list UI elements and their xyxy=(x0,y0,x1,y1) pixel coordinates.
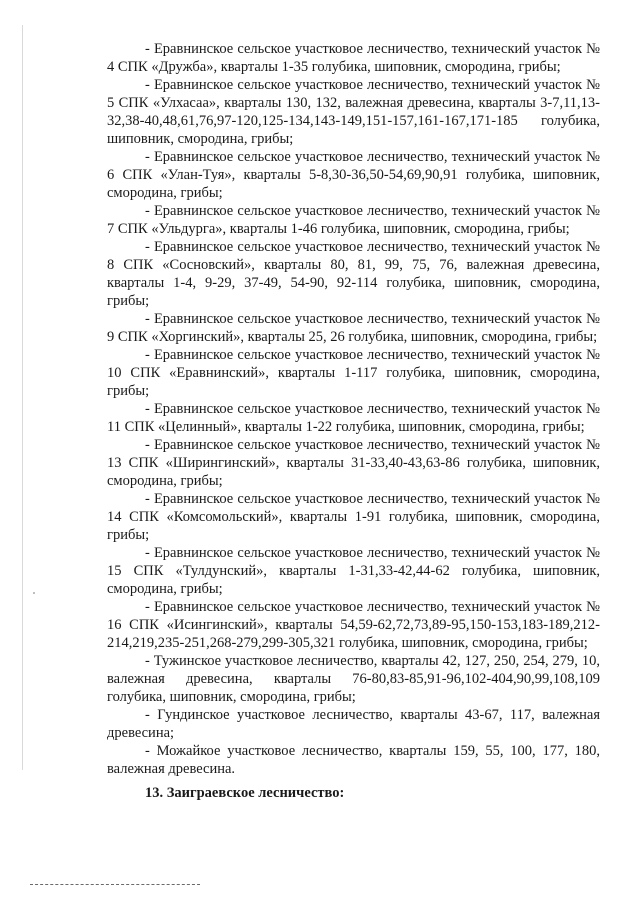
forestry-entry-10: - Еравнинское сельское участковое лесничество, технический участок № 10 СПК «Еравнинский», кварталы 1-117 голубика, шиповник, смородина, грибы; xyxy=(107,347,600,399)
forestry-entry-16: - Еравнинское сельское участковое лесничество, технический участок № 16 СПК «Исингинский», кварталы 54,59-62,72,73,89-95,150-153,183-189,212-214,219,235-251,268-279,299-305,321 голубика, шиповник, смородина, грибы; xyxy=(107,599,600,651)
footnote-separator xyxy=(30,884,200,886)
forestry-entry-5: - Еравнинское сельское участковое лесничество, технический участок № 5 СПК «Улхасаа», кварталы 130, 132, валежная древесина, кварталы 3-7,11,13-32,38-40,48,61,76,97-120,125-134,143-149,151-157,161-167,171-185 голубика, шиповник, смородина, грибы; xyxy=(107,77,600,147)
scan-margin-line xyxy=(22,25,23,770)
forestry-entry-11: - Еравнинское сельское участковое лесничество, технический участок № 11 СПК «Целинный», кварталы 1-22 голубика, шиповник, смородина, грибы; xyxy=(107,401,600,435)
forestry-entry-tuzhinskoe: - Тужинское участковое лесничество, кварталы 42, 127, 250, 254, 279, 10, валежная древесина, кварталы 76-80,83-85,91-96,102-404,90,99,108,109 голубика, шиповник, смородина, грибы; xyxy=(107,653,600,705)
forestry-entry-4: - Еравнинское сельское участковое лесничество, технический участок № 4 СПК «Дружба», кварталы 1-35 голубика, шиповник, смородина, грибы; xyxy=(107,41,600,75)
forestry-entry-9: - Еравнинское сельское участковое лесничество, технический участок № 9 СПК «Хоргинский», кварталы 25, 26 голубика, шиповник, смородина, грибы; xyxy=(107,311,600,345)
forestry-entry-mozhaykoe: - Можайкое участковое лесничество, кварталы 159, 55, 100, 177, 180, валежная древесина. xyxy=(107,743,600,777)
document-body xyxy=(107,40,600,802)
forestry-entry-15: - Еравнинское сельское участковое лесничество, технический участок № 15 СПК «Тулдунский», кварталы 1-31,33-42,44-62 голубика, шиповник, смородина, грибы; xyxy=(107,545,600,597)
scan-artifact xyxy=(33,592,35,594)
forestry-entry-13: - Еравнинское сельское участковое лесничество, технический участок № 13 СПК «Ширингинский», кварталы 31-33,40-43,63-86 голубика, шиповник, смородина, грибы; xyxy=(107,437,600,489)
forestry-entry-8: - Еравнинское сельское участковое лесничество, технический участок № 8 СПК «Сосновский», кварталы 80, 81, 99, 75, 76, валежная древесина, кварталы 1-4, 9-29, 37-49, 54-90, 92-114 голубика, шиповник, смородина, грибы; xyxy=(107,239,600,309)
forestry-entry-gundinskoe: - Гундинское участковое лесничество, кварталы 43-67, 117, валежная древесина; xyxy=(107,707,600,741)
forestry-entry-6: - Еравнинское сельское участковое лесничество, технический участок № 6 СПК «Улан-Туя», кварталы 5-8,30-36,50-54,69,90,91 голубика, шиповник, смородина, грибы; xyxy=(107,149,600,201)
section-heading: 13. Заиграевское лесничество: xyxy=(145,785,345,801)
forestry-entry-14: - Еравнинское сельское участковое лесничество, технический участок № 14 СПК «Комсомольский», кварталы 1-91 голубика, шиповник, смородина, грибы; xyxy=(107,491,600,543)
forestry-entry-7: - Еравнинское сельское участковое лесничество, технический участок № 7 СПК «Ульдурга», кварталы 1-46 голубика, шиповник, смородина, грибы; xyxy=(107,203,600,237)
